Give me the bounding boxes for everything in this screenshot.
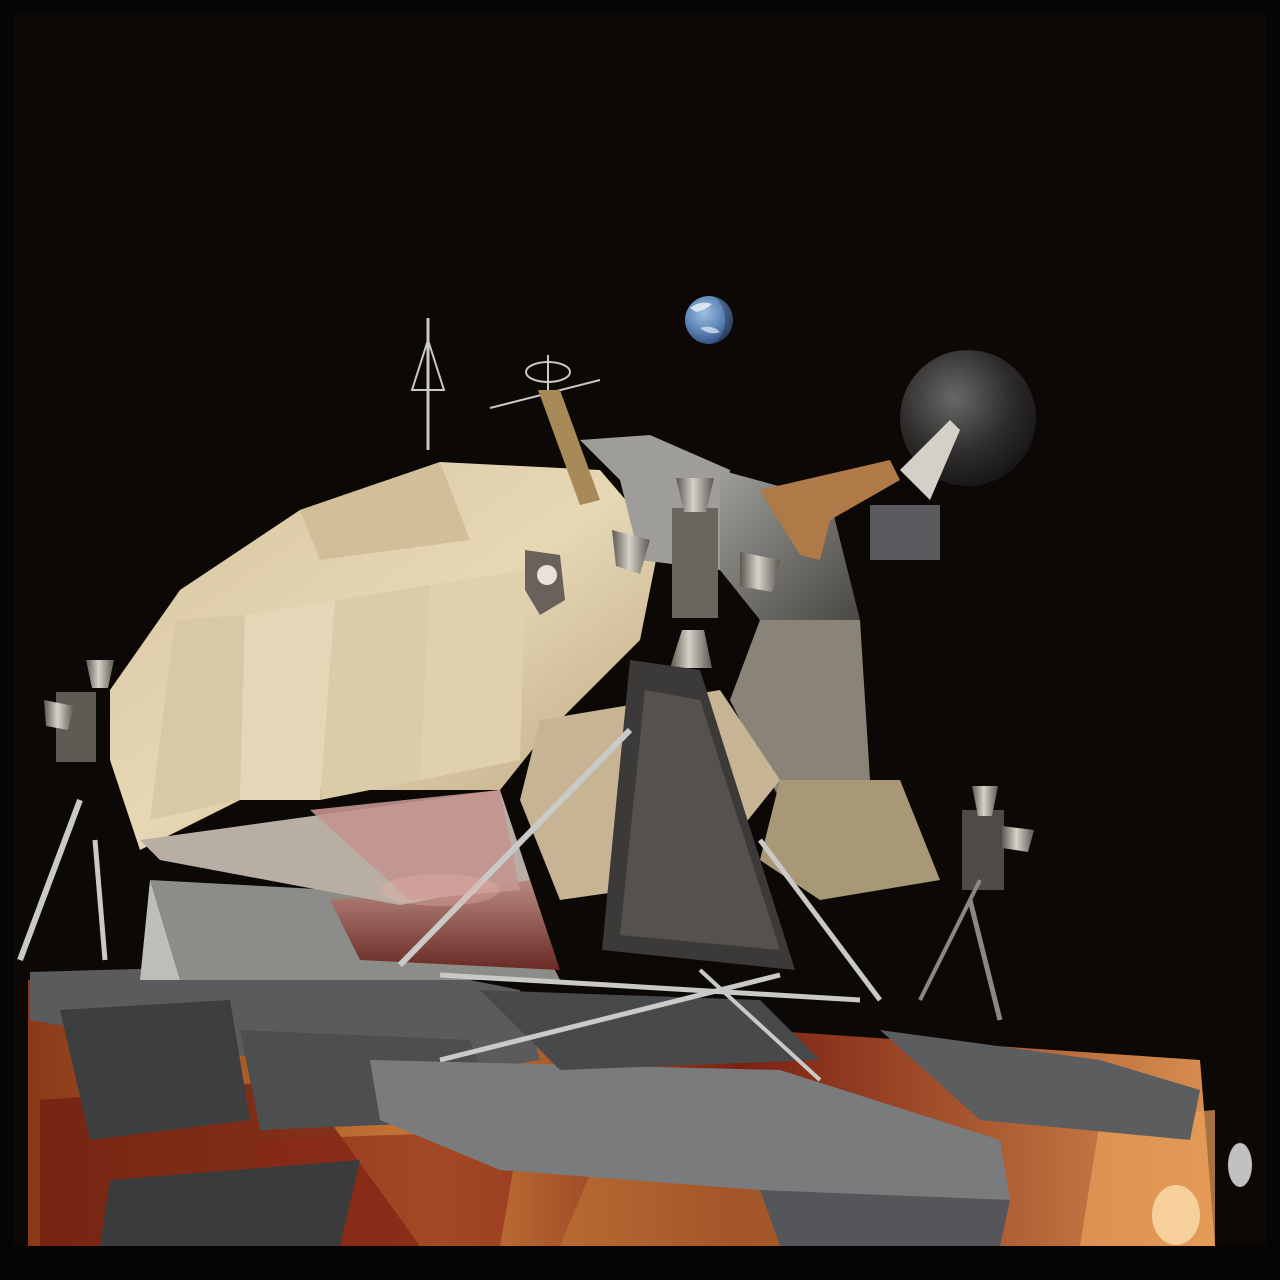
earth: [685, 296, 733, 344]
